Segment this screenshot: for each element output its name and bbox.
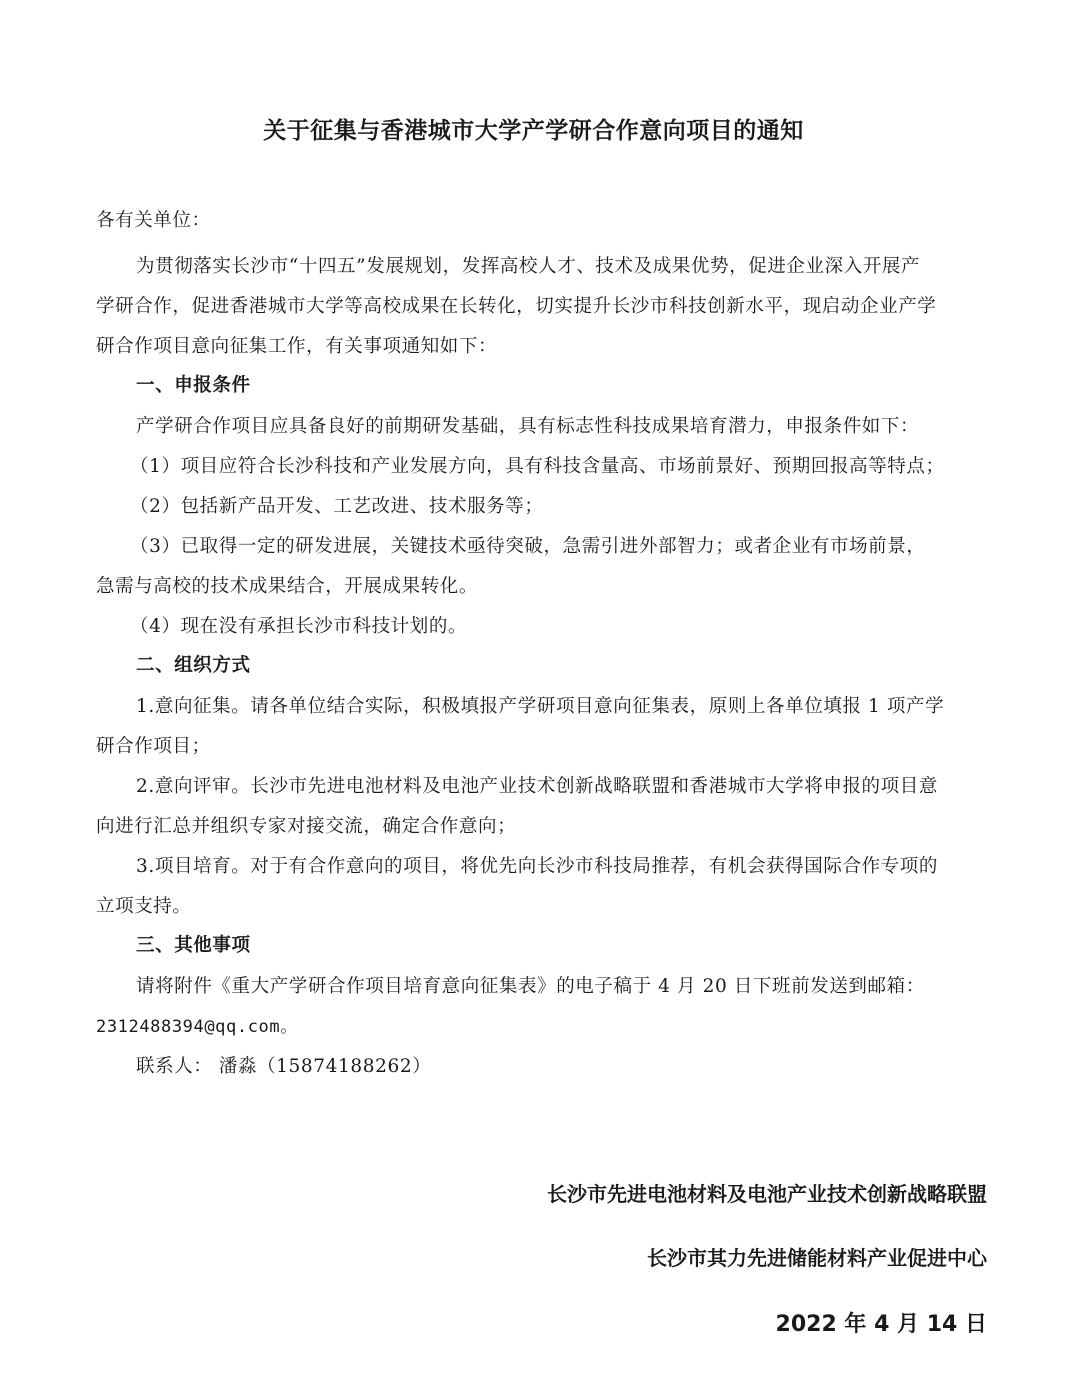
section1-item-3-line-2: 急需与高校的技术成果结合，开展成果转化。 [96, 576, 479, 597]
contact-email: 2312488394@qq.com。 [96, 1017, 298, 1037]
section2-heading: 二、组织方式 [136, 655, 251, 676]
section2-item-1-line-2: 研合作项目； [96, 736, 211, 757]
section3-submission-line: 请将附件《重大产学研合作项目培育意向征集表》的电子稿于 4 月 20 日下班前发送到邮箱： [136, 976, 925, 997]
section1-item-2: （2）包括新产品开发、工艺改进、技术服务等； [130, 496, 544, 517]
section2-item-2-line-1: 2.意向评审。长沙市先进电池材料及电池产业技术创新战略联盟和香港城市大学将申报的项目意 [136, 776, 938, 797]
section2-item-3-line-1: 3.项目培育。对于有合作意向的项目，将优先向长沙市科技局推荐，有机会获得国际合作专项的 [136, 856, 938, 877]
intro-line-3: 研合作项目意向征集工作，有关事项通知如下： [96, 336, 498, 357]
intro-line-1: 为贯彻落实长沙市“十四五”发展规划，发挥高校人才、技术及成果优势，促进企业深入开展产 [136, 256, 921, 277]
intro-line-2: 学研合作，促进香港城市大学等高校成果在长转化，切实提升长沙市科技创新水平，现启动企业产学 [96, 296, 937, 317]
signature-org-1: 长沙市先进电池材料及电池产业技术创新战略联盟 [547, 1182, 987, 1206]
section2-item-3-line-2: 立项支持。 [96, 896, 192, 917]
contact-person: 联系人： 潘淼（15874188262） [136, 1056, 432, 1077]
section1-heading: 一、申报条件 [136, 375, 251, 396]
salutation: 各有关单位： [96, 210, 211, 231]
section2-item-1-line-1: 1.意向征集。请各单位结合实际，积极填报产学研项目意向征集表，原则上各单位填报 1 项产学 [136, 696, 945, 717]
signature-date: 2022 年 4 月 14 日 [775, 1312, 987, 1337]
section2-item-2-line-2: 向进行汇总并组织专家对接交流，确定合作意向； [96, 816, 517, 837]
document-title: 关于征集与香港城市大学产学研合作意向项目的通知 [263, 118, 804, 144]
section1-item-4: （4）现在没有承担长沙市科技计划的。 [130, 616, 468, 637]
section1-lead: 产学研合作项目应具备良好的前期研发基础，具有标志性科技成果培育潜力，申报条件如下： [136, 416, 920, 437]
section3-heading: 三、其他事项 [136, 935, 251, 956]
signature-org-2: 长沙市其力先进储能材料产业促进中心 [647, 1246, 987, 1270]
section1-item-3-line-1: （3）已取得一定的研发进展，关键技术亟待突破，急需引进外部智力；或者企业有市场前景， [130, 536, 926, 557]
section1-item-1: （1）项目应符合长沙科技和产业发展方向，具有科技含量高、市场前景好、预期回报高等特点； [130, 456, 945, 477]
